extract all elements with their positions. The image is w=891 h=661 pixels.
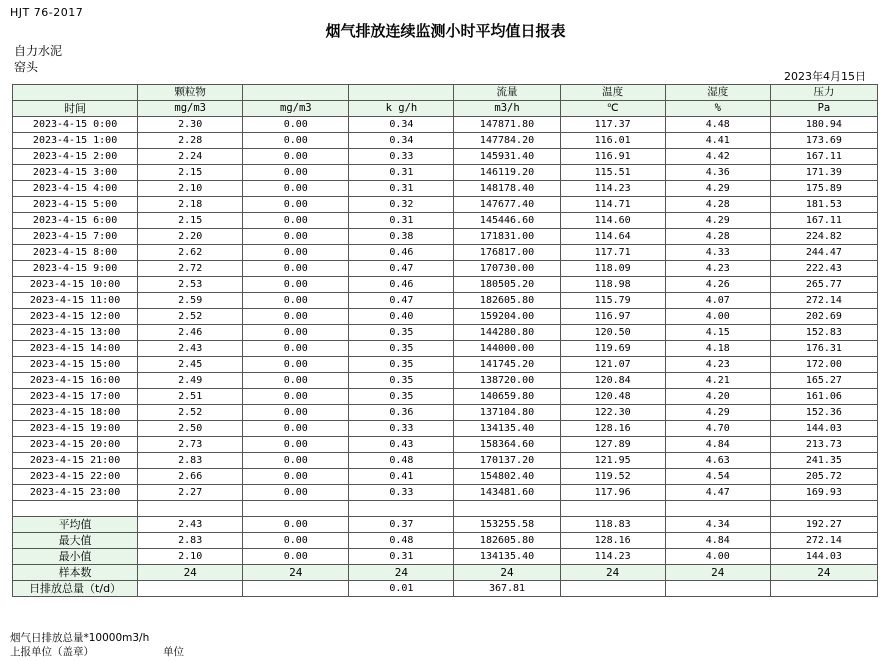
- cell-hum: 4.47: [665, 485, 770, 501]
- cell-c2: 0.00: [243, 245, 349, 261]
- table-row: [13, 229, 878, 245]
- table-row: [13, 421, 878, 437]
- summary-label: 最大值: [13, 533, 138, 549]
- cell-hum: 4.41: [665, 133, 770, 149]
- cell-c1: 2.49: [138, 373, 243, 389]
- cell-c2: 0.00: [243, 213, 349, 229]
- cell-c3: 0.47: [349, 261, 454, 277]
- cell-pres: 167.11: [770, 149, 877, 165]
- daily-total-label: 日排放总量（t/d）: [13, 581, 138, 597]
- cell-pres: 181.53: [770, 197, 877, 213]
- cell-c1: 2.83: [138, 453, 243, 469]
- cell-flow: 176817.00: [454, 245, 560, 261]
- cell-hum: 24: [665, 565, 770, 581]
- cell-c2: 0.00: [243, 165, 349, 181]
- cell-c3: 0.37: [349, 517, 454, 533]
- cell-pres: 202.69: [770, 309, 877, 325]
- cell-c3: 0.32: [349, 197, 454, 213]
- cell-flow: 137104.80: [454, 405, 560, 421]
- header-cell-humidity: 湿度: [665, 85, 770, 101]
- cell-hum: 4.29: [665, 213, 770, 229]
- cell-c1: [138, 581, 243, 597]
- cell-c1: 2.43: [138, 341, 243, 357]
- summary-label: 样本数: [13, 565, 138, 581]
- header-cell-flow: 流量: [454, 85, 560, 101]
- table-row: [13, 117, 878, 133]
- cell-pres: 241.35: [770, 453, 877, 469]
- cell-c2: 0.00: [243, 437, 349, 453]
- table-row: [13, 325, 878, 341]
- cell-c3: 0.33: [349, 421, 454, 437]
- cell-c1: 2.18: [138, 197, 243, 213]
- cell-temp: 114.64: [560, 229, 665, 245]
- cell-flow: 146119.20: [454, 165, 560, 181]
- table-row: [13, 133, 878, 149]
- cell-flow: 148178.40: [454, 181, 560, 197]
- cell-flow: 144280.80: [454, 325, 560, 341]
- cell-time: 2023-4-15 17:00: [13, 389, 138, 405]
- cell-time: 2023-4-15 4:00: [13, 181, 138, 197]
- cell-pres: 161.06: [770, 389, 877, 405]
- cell-pres: 244.47: [770, 245, 877, 261]
- cell-c2: 0.00: [243, 357, 349, 373]
- cell-flow: 24: [454, 565, 560, 581]
- standard-code: HJT 76-2017: [10, 6, 84, 19]
- cell-c3: 0.43: [349, 437, 454, 453]
- cell-pres: 222.43: [770, 261, 877, 277]
- cell-c1: 2.20: [138, 229, 243, 245]
- footnote-unit: 单位: [163, 646, 184, 658]
- table-row: [13, 485, 878, 501]
- cell-hum: 4.84: [665, 437, 770, 453]
- spacer-cell: [243, 501, 349, 517]
- cell-time: 2023-4-15 19:00: [13, 421, 138, 437]
- cell-temp: 114.23: [560, 549, 665, 565]
- cell-hum: 4.29: [665, 405, 770, 421]
- unit-cell-5: ℃: [560, 101, 665, 117]
- table-row: [13, 197, 878, 213]
- cell-c2: 24: [243, 565, 349, 581]
- cell-flow: 145931.40: [454, 149, 560, 165]
- cell-c2: 0.00: [243, 309, 349, 325]
- facility-name: 窑头: [14, 60, 39, 74]
- cell-c1: 2.59: [138, 293, 243, 309]
- header-cell-pressure: 压力: [770, 85, 877, 101]
- cell-temp: [560, 581, 665, 597]
- cell-hum: [665, 581, 770, 597]
- report-date: 2023年4月15日: [784, 70, 866, 83]
- cell-time: 2023-4-15 1:00: [13, 133, 138, 149]
- cell-hum: 4.00: [665, 549, 770, 565]
- cell-c1: 2.66: [138, 469, 243, 485]
- cell-c3: 0.01: [349, 581, 454, 597]
- header-cell-particulate: 颗粒物: [138, 85, 243, 101]
- cell-c2: 0.00: [243, 389, 349, 405]
- table-row: [13, 405, 878, 421]
- cell-temp: 120.50: [560, 325, 665, 341]
- cell-c2: 0.00: [243, 469, 349, 485]
- cell-c2: 0.00: [243, 325, 349, 341]
- cell-hum: 4.23: [665, 261, 770, 277]
- cell-c3: 0.48: [349, 533, 454, 549]
- table-row: [13, 437, 878, 453]
- cell-c2: 0.00: [243, 517, 349, 533]
- cell-time: 2023-4-15 5:00: [13, 197, 138, 213]
- cell-flow: 143481.60: [454, 485, 560, 501]
- cell-pres: 173.69: [770, 133, 877, 149]
- cell-flow: 147784.20: [454, 133, 560, 149]
- cell-hum: 4.63: [665, 453, 770, 469]
- cell-time: 2023-4-15 8:00: [13, 245, 138, 261]
- table-row: [13, 277, 878, 293]
- header-cell-blank: [13, 85, 138, 101]
- cell-time: 2023-4-15 3:00: [13, 165, 138, 181]
- cell-flow: 180505.20: [454, 277, 560, 293]
- table-row: [13, 149, 878, 165]
- table-row: [13, 213, 878, 229]
- table-row: [13, 165, 878, 181]
- spacer-cell: [454, 501, 560, 517]
- cell-time: 2023-4-15 0:00: [13, 117, 138, 133]
- cell-temp: 117.37: [560, 117, 665, 133]
- cell-hum: 4.18: [665, 341, 770, 357]
- cell-temp: 24: [560, 565, 665, 581]
- cell-c2: 0.00: [243, 533, 349, 549]
- cell-c2: [243, 581, 349, 597]
- unit-cell-2: mg/m3: [243, 101, 349, 117]
- cell-flow: 170137.20: [454, 453, 560, 469]
- cell-time: 2023-4-15 2:00: [13, 149, 138, 165]
- cell-temp: 118.83: [560, 517, 665, 533]
- cell-c1: 2.27: [138, 485, 243, 501]
- cell-temp: 120.84: [560, 373, 665, 389]
- cell-temp: 119.69: [560, 341, 665, 357]
- cell-flow: 170730.00: [454, 261, 560, 277]
- cell-flow: 147871.80: [454, 117, 560, 133]
- cell-temp: 115.51: [560, 165, 665, 181]
- unit-cell-1: mg/m3: [138, 101, 243, 117]
- cell-c3: 0.36: [349, 405, 454, 421]
- cell-time: 2023-4-15 16:00: [13, 373, 138, 389]
- cell-temp: 114.23: [560, 181, 665, 197]
- unit-cell-6: %: [665, 101, 770, 117]
- cell-c1: 2.24: [138, 149, 243, 165]
- unit-cell-7: Pa: [770, 101, 877, 117]
- table-spacer-row: [13, 501, 878, 517]
- cell-c3: 0.35: [349, 341, 454, 357]
- cell-c3: 0.46: [349, 245, 454, 261]
- spacer-cell: [349, 501, 454, 517]
- cell-temp: 117.71: [560, 245, 665, 261]
- cell-temp: 122.30: [560, 405, 665, 421]
- cell-pres: 24: [770, 565, 877, 581]
- cell-pres: 224.82: [770, 229, 877, 245]
- cell-c2: 0.00: [243, 341, 349, 357]
- cell-temp: 116.01: [560, 133, 665, 149]
- cell-time: 2023-4-15 20:00: [13, 437, 138, 453]
- cell-temp: 120.48: [560, 389, 665, 405]
- cell-flow: 153255.58: [454, 517, 560, 533]
- cell-c1: 2.83: [138, 533, 243, 549]
- cell-pres: 172.00: [770, 357, 877, 373]
- unit-cell-3: k g/h: [349, 101, 454, 117]
- cell-pres: 165.27: [770, 373, 877, 389]
- cell-pres: 272.14: [770, 533, 877, 549]
- cell-temp: 121.95: [560, 453, 665, 469]
- cell-flow: 144000.00: [454, 341, 560, 357]
- cell-c3: 24: [349, 565, 454, 581]
- cell-c3: 0.41: [349, 469, 454, 485]
- cell-hum: 4.00: [665, 309, 770, 325]
- cell-flow: 367.81: [454, 581, 560, 597]
- table-row: [13, 245, 878, 261]
- cell-hum: 4.70: [665, 421, 770, 437]
- table-row: [13, 453, 878, 469]
- cell-c3: 0.34: [349, 117, 454, 133]
- cell-hum: 4.21: [665, 373, 770, 389]
- cell-temp: 118.98: [560, 277, 665, 293]
- cell-temp: 119.52: [560, 469, 665, 485]
- cell-pres: 175.89: [770, 181, 877, 197]
- footnote-reporting-unit: 上报单位（盖章）: [10, 646, 94, 658]
- cell-pres: [770, 581, 877, 597]
- cell-pres: 169.93: [770, 485, 877, 501]
- summary-row-average: [13, 517, 878, 533]
- summary-row-max: [13, 533, 878, 549]
- cell-pres: 144.03: [770, 421, 877, 437]
- cell-time: 2023-4-15 22:00: [13, 469, 138, 485]
- cell-c1: 2.50: [138, 421, 243, 437]
- cell-hum: 4.28: [665, 229, 770, 245]
- table-row: [13, 181, 878, 197]
- cell-c3: 0.35: [349, 373, 454, 389]
- cell-hum: 4.48: [665, 117, 770, 133]
- cell-c1: 2.10: [138, 549, 243, 565]
- cell-c3: 0.47: [349, 293, 454, 309]
- cell-c2: 0.00: [243, 421, 349, 437]
- cell-flow: 141745.20: [454, 357, 560, 373]
- cell-c1: 2.15: [138, 165, 243, 181]
- table-header-units: [13, 101, 878, 117]
- cell-c2: 0.00: [243, 549, 349, 565]
- cell-temp: 114.60: [560, 213, 665, 229]
- table-row: [13, 469, 878, 485]
- cell-pres: 171.39: [770, 165, 877, 181]
- cell-pres: 152.83: [770, 325, 877, 341]
- table-row: [13, 373, 878, 389]
- cell-c3: 0.38: [349, 229, 454, 245]
- cell-temp: 127.89: [560, 437, 665, 453]
- spacer-cell: [560, 501, 665, 517]
- cell-c3: 0.48: [349, 453, 454, 469]
- cell-c1: 2.30: [138, 117, 243, 133]
- cell-c3: 0.31: [349, 181, 454, 197]
- cell-c2: 0.00: [243, 485, 349, 501]
- emission-report-table: [12, 84, 878, 597]
- cell-temp: 116.97: [560, 309, 665, 325]
- cell-flow: 158364.60: [454, 437, 560, 453]
- cell-hum: 4.15: [665, 325, 770, 341]
- cell-c3: 0.34: [349, 133, 454, 149]
- cell-time: 2023-4-15 13:00: [13, 325, 138, 341]
- cell-c3: 0.35: [349, 325, 454, 341]
- cell-c2: 0.00: [243, 133, 349, 149]
- cell-pres: 205.72: [770, 469, 877, 485]
- table-row: [13, 389, 878, 405]
- cell-flow: 154802.40: [454, 469, 560, 485]
- cell-c3: 0.31: [349, 213, 454, 229]
- cell-temp: 116.91: [560, 149, 665, 165]
- cell-c3: 0.33: [349, 149, 454, 165]
- cell-c1: 2.52: [138, 309, 243, 325]
- table-header-params: [13, 85, 878, 101]
- cell-hum: 4.33: [665, 245, 770, 261]
- cell-c3: 0.46: [349, 277, 454, 293]
- cell-hum: 4.20: [665, 389, 770, 405]
- cell-flow: 138720.00: [454, 373, 560, 389]
- cell-c2: 0.00: [243, 197, 349, 213]
- table-row: [13, 293, 878, 309]
- cell-pres: 176.31: [770, 341, 877, 357]
- company-name: 自力水泥: [14, 44, 63, 58]
- header-cell-blank2: [243, 85, 349, 101]
- cell-c1: 2.28: [138, 133, 243, 149]
- cell-c1: 2.45: [138, 357, 243, 373]
- cell-c3: 0.31: [349, 165, 454, 181]
- cell-flow: 147677.40: [454, 197, 560, 213]
- cell-temp: 128.16: [560, 421, 665, 437]
- cell-flow: 171831.00: [454, 229, 560, 245]
- cell-c3: 0.33: [349, 485, 454, 501]
- cell-c1: 2.10: [138, 181, 243, 197]
- cell-c1: 2.43: [138, 517, 243, 533]
- cell-c1: 2.53: [138, 277, 243, 293]
- cell-hum: 4.34: [665, 517, 770, 533]
- cell-pres: 144.03: [770, 549, 877, 565]
- cell-hum: 4.42: [665, 149, 770, 165]
- cell-hum: 4.07: [665, 293, 770, 309]
- cell-time: 2023-4-15 9:00: [13, 261, 138, 277]
- cell-hum: 4.54: [665, 469, 770, 485]
- cell-c1: 2.62: [138, 245, 243, 261]
- cell-flow: 182605.80: [454, 533, 560, 549]
- spacer-cell: [665, 501, 770, 517]
- cell-c1: 2.73: [138, 437, 243, 453]
- cell-c2: 0.00: [243, 373, 349, 389]
- cell-c2: 0.00: [243, 149, 349, 165]
- cell-time: 2023-4-15 6:00: [13, 213, 138, 229]
- cell-hum: 4.36: [665, 165, 770, 181]
- cell-temp: 117.96: [560, 485, 665, 501]
- cell-c2: 0.00: [243, 117, 349, 133]
- cell-pres: 152.36: [770, 405, 877, 421]
- cell-c2: 0.00: [243, 453, 349, 469]
- cell-pres: 213.73: [770, 437, 877, 453]
- cell-time: 2023-4-15 21:00: [13, 453, 138, 469]
- cell-c3: 0.31: [349, 549, 454, 565]
- cell-c1: 2.52: [138, 405, 243, 421]
- summary-row-min: [13, 549, 878, 565]
- footnote-total-volume: 烟气日排放总量*10000m3/h: [10, 632, 150, 644]
- cell-pres: 272.14: [770, 293, 877, 309]
- unit-cell-4: m3/h: [454, 101, 560, 117]
- cell-time: 2023-4-15 12:00: [13, 309, 138, 325]
- cell-time: 2023-4-15 15:00: [13, 357, 138, 373]
- cell-time: 2023-4-15 10:00: [13, 277, 138, 293]
- cell-c3: 0.35: [349, 357, 454, 373]
- cell-pres: 265.77: [770, 277, 877, 293]
- cell-time: 2023-4-15 7:00: [13, 229, 138, 245]
- cell-hum: 4.23: [665, 357, 770, 373]
- cell-temp: 118.09: [560, 261, 665, 277]
- cell-c1: 24: [138, 565, 243, 581]
- summary-label: 平均值: [13, 517, 138, 533]
- cell-temp: 128.16: [560, 533, 665, 549]
- table-row: [13, 261, 878, 277]
- cell-c1: 2.15: [138, 213, 243, 229]
- cell-c3: 0.35: [349, 389, 454, 405]
- cell-c2: 0.00: [243, 261, 349, 277]
- summary-row-daily-total: [13, 581, 878, 597]
- cell-time: 2023-4-15 11:00: [13, 293, 138, 309]
- cell-temp: 121.07: [560, 357, 665, 373]
- cell-temp: 115.79: [560, 293, 665, 309]
- cell-time: 2023-4-15 18:00: [13, 405, 138, 421]
- spacer-cell: [13, 501, 138, 517]
- spacer-cell: [138, 501, 243, 517]
- cell-flow: 140659.80: [454, 389, 560, 405]
- cell-c3: 0.40: [349, 309, 454, 325]
- cell-temp: 114.71: [560, 197, 665, 213]
- cell-flow: 134135.40: [454, 421, 560, 437]
- cell-c2: 0.00: [243, 181, 349, 197]
- cell-flow: 159204.00: [454, 309, 560, 325]
- spacer-cell: [770, 501, 877, 517]
- cell-pres: 167.11: [770, 213, 877, 229]
- cell-c1: 2.72: [138, 261, 243, 277]
- summary-row-sample-count: [13, 565, 878, 581]
- cell-pres: 180.94: [770, 117, 877, 133]
- table-row: [13, 341, 878, 357]
- cell-hum: 4.26: [665, 277, 770, 293]
- table-row: [13, 357, 878, 373]
- header-cell-temperature: 温度: [560, 85, 665, 101]
- cell-c2: 0.00: [243, 229, 349, 245]
- cell-time: 2023-4-15 23:00: [13, 485, 138, 501]
- cell-flow: 182605.80: [454, 293, 560, 309]
- cell-pres: 192.27: [770, 517, 877, 533]
- cell-c2: 0.00: [243, 405, 349, 421]
- header-cell-blank3: [349, 85, 454, 101]
- cell-c1: 2.46: [138, 325, 243, 341]
- cell-c2: 0.00: [243, 277, 349, 293]
- cell-hum: 4.29: [665, 181, 770, 197]
- summary-label: 最小值: [13, 549, 138, 565]
- page-title: 烟气排放连续监测小时平均值日报表: [325, 22, 566, 40]
- cell-c2: 0.00: [243, 293, 349, 309]
- cell-c1: 2.51: [138, 389, 243, 405]
- cell-hum: 4.28: [665, 197, 770, 213]
- cell-time: 2023-4-15 14:00: [13, 341, 138, 357]
- cell-hum: 4.84: [665, 533, 770, 549]
- header-cell-time: 时间: [13, 101, 138, 117]
- cell-flow: 145446.60: [454, 213, 560, 229]
- cell-flow: 134135.40: [454, 549, 560, 565]
- table-row: [13, 309, 878, 325]
